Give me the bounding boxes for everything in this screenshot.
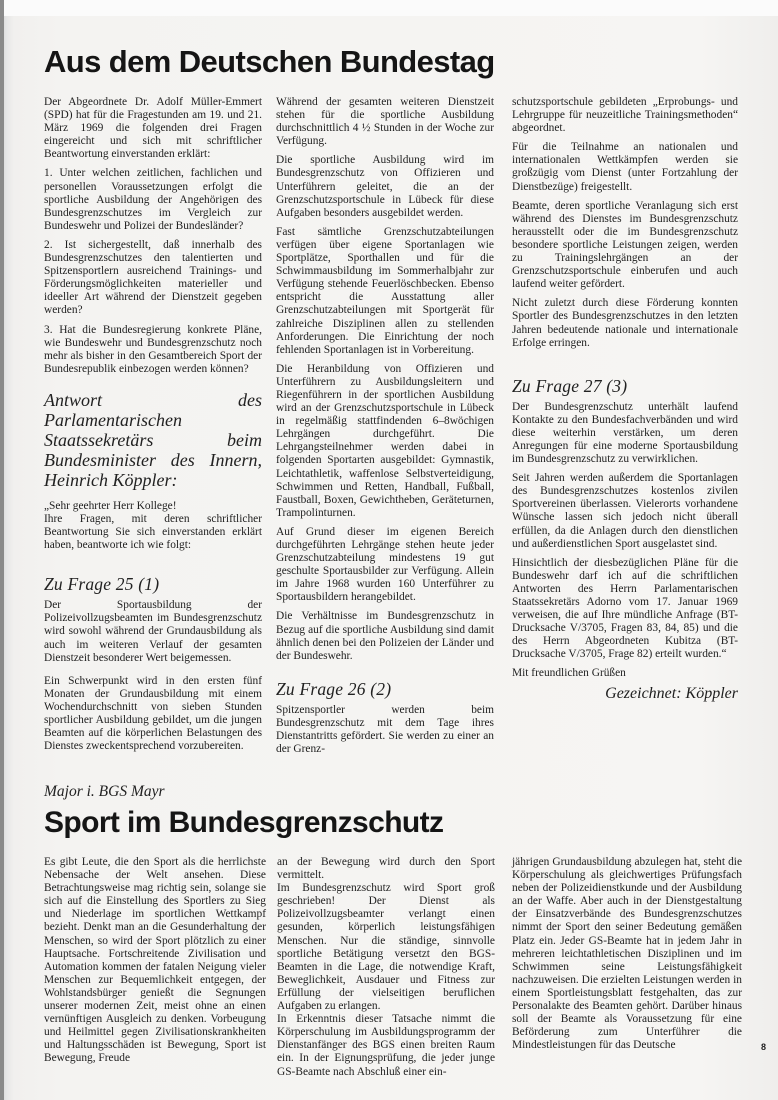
salutation: „Sehr geehrter Herr Kollege! — [44, 499, 177, 512]
page-number: 8 — [761, 1042, 767, 1052]
frage27-paragraph: Hinsichtlich der diesbezüglichen Pläne für die Bundeswehr darf ich auf die schriftlichen Antworten des Herrn Parlamentarischen Staatssekretärs Adorno vom 17. Januar 1969 verweisen, die auf Ihre mündliche Anfrage (BT-Drucksache V/3705, Fragen 83, 84, 85) und die des Herrn Abgeordneten Kubitza (BT-Drucksache V/3705, Frage 82) erteilt wurden.“ — [512, 556, 738, 661]
frage25-paragraph: Ein Schwerpunkt wird in den ersten fünf Monaten der Grundausbildung mit einem Wochendurchschnitt von sieben Stunden sportlicher Ausbildung gebildet, um die jungen Beamten auf die körperlichen Belastungen des Dienstes zweckentsprechend vorzubereiten. — [44, 674, 262, 753]
article1-column-1 — [44, 96, 262, 759]
frage26-paragraph: Für die Teilnahme an nationalen und internationalen Wettkämpfen werden sie großzügig vom Dienst (unter Fortzahlung der Dienstbezüge) freigestellt. — [512, 141, 738, 193]
article-title-sport: Sport im Bundesgrenzschutz — [44, 806, 444, 839]
signature: Gezeichnet: Köppler — [605, 684, 738, 702]
heading-frage-25: Zu Frage 25 (1) — [44, 574, 160, 595]
answer-intro: Ihre Fragen, mit deren schriftlicher Beantwortung Sie sich einverstanden erklärt haben, beantworte ich wie folgt: — [44, 512, 262, 552]
article2-paragraph: Im Bundesgrenzschutz wird Sport groß geschrieben! Der Dienst als Polizeivollzugsbeamter verlangt einen gesunden, körperlich leistungsfähigen Menschen. Nur die ständige, sinnvolle sportliche Betätigung versetzt den BGS-Beamten in die Lage, die notwendige Kraft, Beweglichkeit, Ausdauer und Fitness zur Erfüllung der vielseitigen beruflichen Aufgaben zu erlangen. — [277, 882, 495, 1013]
article-title-bundestag: Aus dem Deutschen Bundestag — [44, 44, 495, 79]
frage26-paragraph: Spitzensportler werden beim Bundesgrenzschutz mit dem Tage ihres Dienstantritts gefördert. Sie werden zu einer an der Grenz- — [276, 703, 494, 756]
article1-column-3 — [512, 96, 738, 700]
frage25-paragraph: Der Sportausbildung der Polizeivollzugsbeamten im Bundesgrenzschutz wird sowohl während der Grundausbildung als auch im weiteren Verlauf der gesamten Dienstzeit besonderer Wert beigemessen. — [44, 599, 262, 664]
frage26-paragraph: Beamte, deren sportliche Veranlagung sich erst während des Dienstes im Bundesgrenzschutz herausstellt oder die im Bundesgrenzschutz besondere sportliche Leistungen zeigen, werden zu Trainingslehrgängen an der Grenzschutzsportschule einberufen und auch laufend weiter gefördert. — [512, 199, 738, 291]
answer-heading: Antwort des Parlamentarischen Staatssekretärs beim Bundesminister des Innern, Heinrich Köppler: — [44, 389, 262, 490]
article2-paragraph: an der Bewegung wird durch den Sport vermittelt. — [277, 856, 495, 882]
frage25-paragraph: Die Verhältnisse im Bundesgrenzschutz in Bezug auf die sportliche Ausbildung sind damit ähnlich denen bei den Polizeien der Länder und der Bundeswehr. — [276, 610, 494, 662]
frage27-paragraph: Der Bundesgrenzschutz unterhält laufend Kontakte zu den Bundesfachverbänden und wird diese weiterhin verstärken, um deren Anregungen für eine moderne Sportausbildung im Bundesgrenzschutz zu verwirklichen. — [512, 400, 738, 466]
article2-paragraph: Es gibt Leute, die den Sport als die herrlichste Nebensache der Welt ansehen. Diese Betrachtungsweise mag richtig sein, solange sie sich auf die Einstellung des Sportlers zu Sieg und Niederlage im sportlichen Wettkampf bezieht. Denkt man an die Gesunderhaltung der Menschen, so wird der Sport plötzlich zu einer Hauptsache. Fortschreitende Zivilisation und Automation kommen der fatalen Neigung vieler Menschen zur Bequemlichkeit entgegen, der Wohlstandsbürger genießt die Segnungen unserer modernen Zeit, meist ohne an einen vernünftigen Ausgleich zu denken. Vorbeugung und Heilmittel gegen Zivilisationskrankheiten und Haltungsschäden ist Bewegung, Sport ist Bewegung, Freude — [44, 856, 266, 1065]
article2-column-2 — [277, 856, 495, 1079]
frage25-paragraph: Während der gesamten weiteren Dienstzeit stehen für die sportliche Ausbildung durchschnittlich 4 ½ Stunden in der Woche zur Verfügung. — [276, 96, 494, 148]
frage25-paragraph: Die Heranbildung von Offizieren und Unterführern zu Ausbildungsleitern und Riegenführern in der sportlichen Ausbildung wird an der Grenzschutzsportschule in Lübeck in regelmäßig stattfindenden 6–8wöchigen Lehrgängen durchgeführt. Die Lehrgangsteilnehmer werden dabei in folgenden Sportarten ausgebildet: Gymnastik, Leichtathletik, waffenlose Selbstverteidigung, Schwimmen und Retten, Handball, Fußball, Faustball, Boxen, Gewichtheben, Geräteturnen, Trampolinturnen. — [276, 362, 494, 519]
frage27-paragraph: Seit Jahren werden außerdem die Sportanlagen des Bundesgrenzschutzes kostenlos zivilen Sportvereinen überlassen. Vielerorts vorhandene Wünsche lassen sich jedoch nicht überall erfüllen, da die Anlagen durch den dienstlichen und außerdienstlichen Sport ausgelastet sind. — [512, 472, 738, 550]
frage25-paragraph: Die sportliche Ausbildung wird im Bundesgrenzschutz von Offizieren und Unterführern geleitet, die an der Grenzschutzsportschule in Lübeck für diese Aufgaben besonders ausgebildet werden. — [276, 154, 494, 219]
article2-column-1 — [44, 856, 266, 1072]
article1-column-2 — [276, 96, 494, 762]
heading-frage-26: Zu Frage 26 (2) — [276, 678, 392, 699]
article2-paragraph: In Erkenntnis dieser Tatsache nimmt die Körperschulung im Ausbildungsprogramm der Dienstanfänger des BGS einen breiten Raum ein. In der Eignungsprüfung, die jeder junge GS-Beamte nach Abschluß einer ein- — [277, 1013, 495, 1078]
question-2: 2. Ist sichergestellt, daß innerhalb des Bundesgrenzschutzes den talentierten und Spitzensportlern ausreichend Trainings- und Förderungsmöglichkeiten materieller und ideeller Art während der Dienstzeit gegeben werden? — [44, 238, 262, 317]
question-3: 3. Hat die Bundesregierung konkrete Pläne, wie Bundeswehr und Bundesgrenzschutz noch mehr als bisher in den Gesamtbereich Sport der Bundesrepublik einbezogen werden können? — [44, 323, 262, 375]
intro-paragraph: Der Abgeordnete Dr. Adolf Müller-Emmert (SPD) hat für die Fragestunden am 19. und 21. März 1969 die folgenden drei Fragen eingereicht und sich mit schriftlicher Beantwortung einverstanden erklärt: — [44, 96, 262, 161]
article2-column-3 — [512, 856, 742, 1058]
question-1: 1. Unter welchen zeitlichen, fachlichen und personellen Voraussetzungen erfolgt die sportliche Ausbildung der Angehörigen des Bundesgrenzschutzes im Vergleich zur Bundeswehr und Polizei der Bundesländer? — [44, 167, 262, 232]
closing: Mit freundlichen Grüßen — [512, 667, 626, 680]
article2-byline: Major i. BGS Mayr — [44, 783, 165, 800]
heading-frage-27: Zu Frage 27 (3) — [512, 375, 628, 396]
frage25-paragraph: Fast sämtliche Grenzschutzabteilungen verfügen über eigene Sportanlagen wie Sportplätze, Sporthallen und für die Schwimmausbildung im Sommerhalbjahr zur Verfügung stehende Feuerlöschbecken. Ebenso entspricht die Ausstattung aller Grenzschutzabteilungen mit Sportgerät für zahlreiche Disziplinen allen zu stellenden Anforderungen. Die Einrichtung der noch fehlenden Sportanlagen ist in Vorbereitung. — [276, 225, 494, 356]
frage26-paragraph-continued: schutzsportschule gebildeten „Erprobungs- und Lehrgruppe für neuzeitliche Trainingsmethoden“ abgeordnet. — [512, 96, 738, 135]
frage26-paragraph: Nicht zuletzt durch diese Förderung konnten Sportler des Bundesgrenzschutzes in den letzten Jahren bedeutende nationale und internationale Erfolge erringen. — [512, 297, 738, 349]
article2-paragraph: jährigen Grundausbildung abzulegen hat, steht die Körperschulung als gleichwertiges Prüfungsfach neben der Polizeidienstkunde und der Ausbildung an der Waffe. Aber auch in der Dienstgestaltung der Einsatzverbände des Bundesgrenzschutzes nimmt der Sport den seiner Bedeutung gemäßen Platz ein. Jeder GS-Beamte hat in jedem Jahr in mehreren leichtathletischen Disziplinen und im Schwimmen seine Leistungsfähigkeit nachzuweisen. Die erzielten Leistungen werden in einem Sportleistungsblatt festgehalten, das zur Personalakte des Beamten gehört. Darüber hinaus soll der Beamte als Voraussetzung für eine Beförderung zum Unterführer die Mindestleistungen für das Deutsche — [512, 856, 742, 1052]
frage25-paragraph: Auf Grund dieser im eigenen Bereich durchgeführten Lehrgänge stehen heute jeder Grenzschutzabteilung mindestens 19 gut geschulte Sportausbilder zur Verfügung. Allein im Jahre 1968 wurden 160 Unterführer zu Sportausbildern herangebildet. — [276, 525, 494, 604]
scan-edge — [0, 0, 4, 1100]
